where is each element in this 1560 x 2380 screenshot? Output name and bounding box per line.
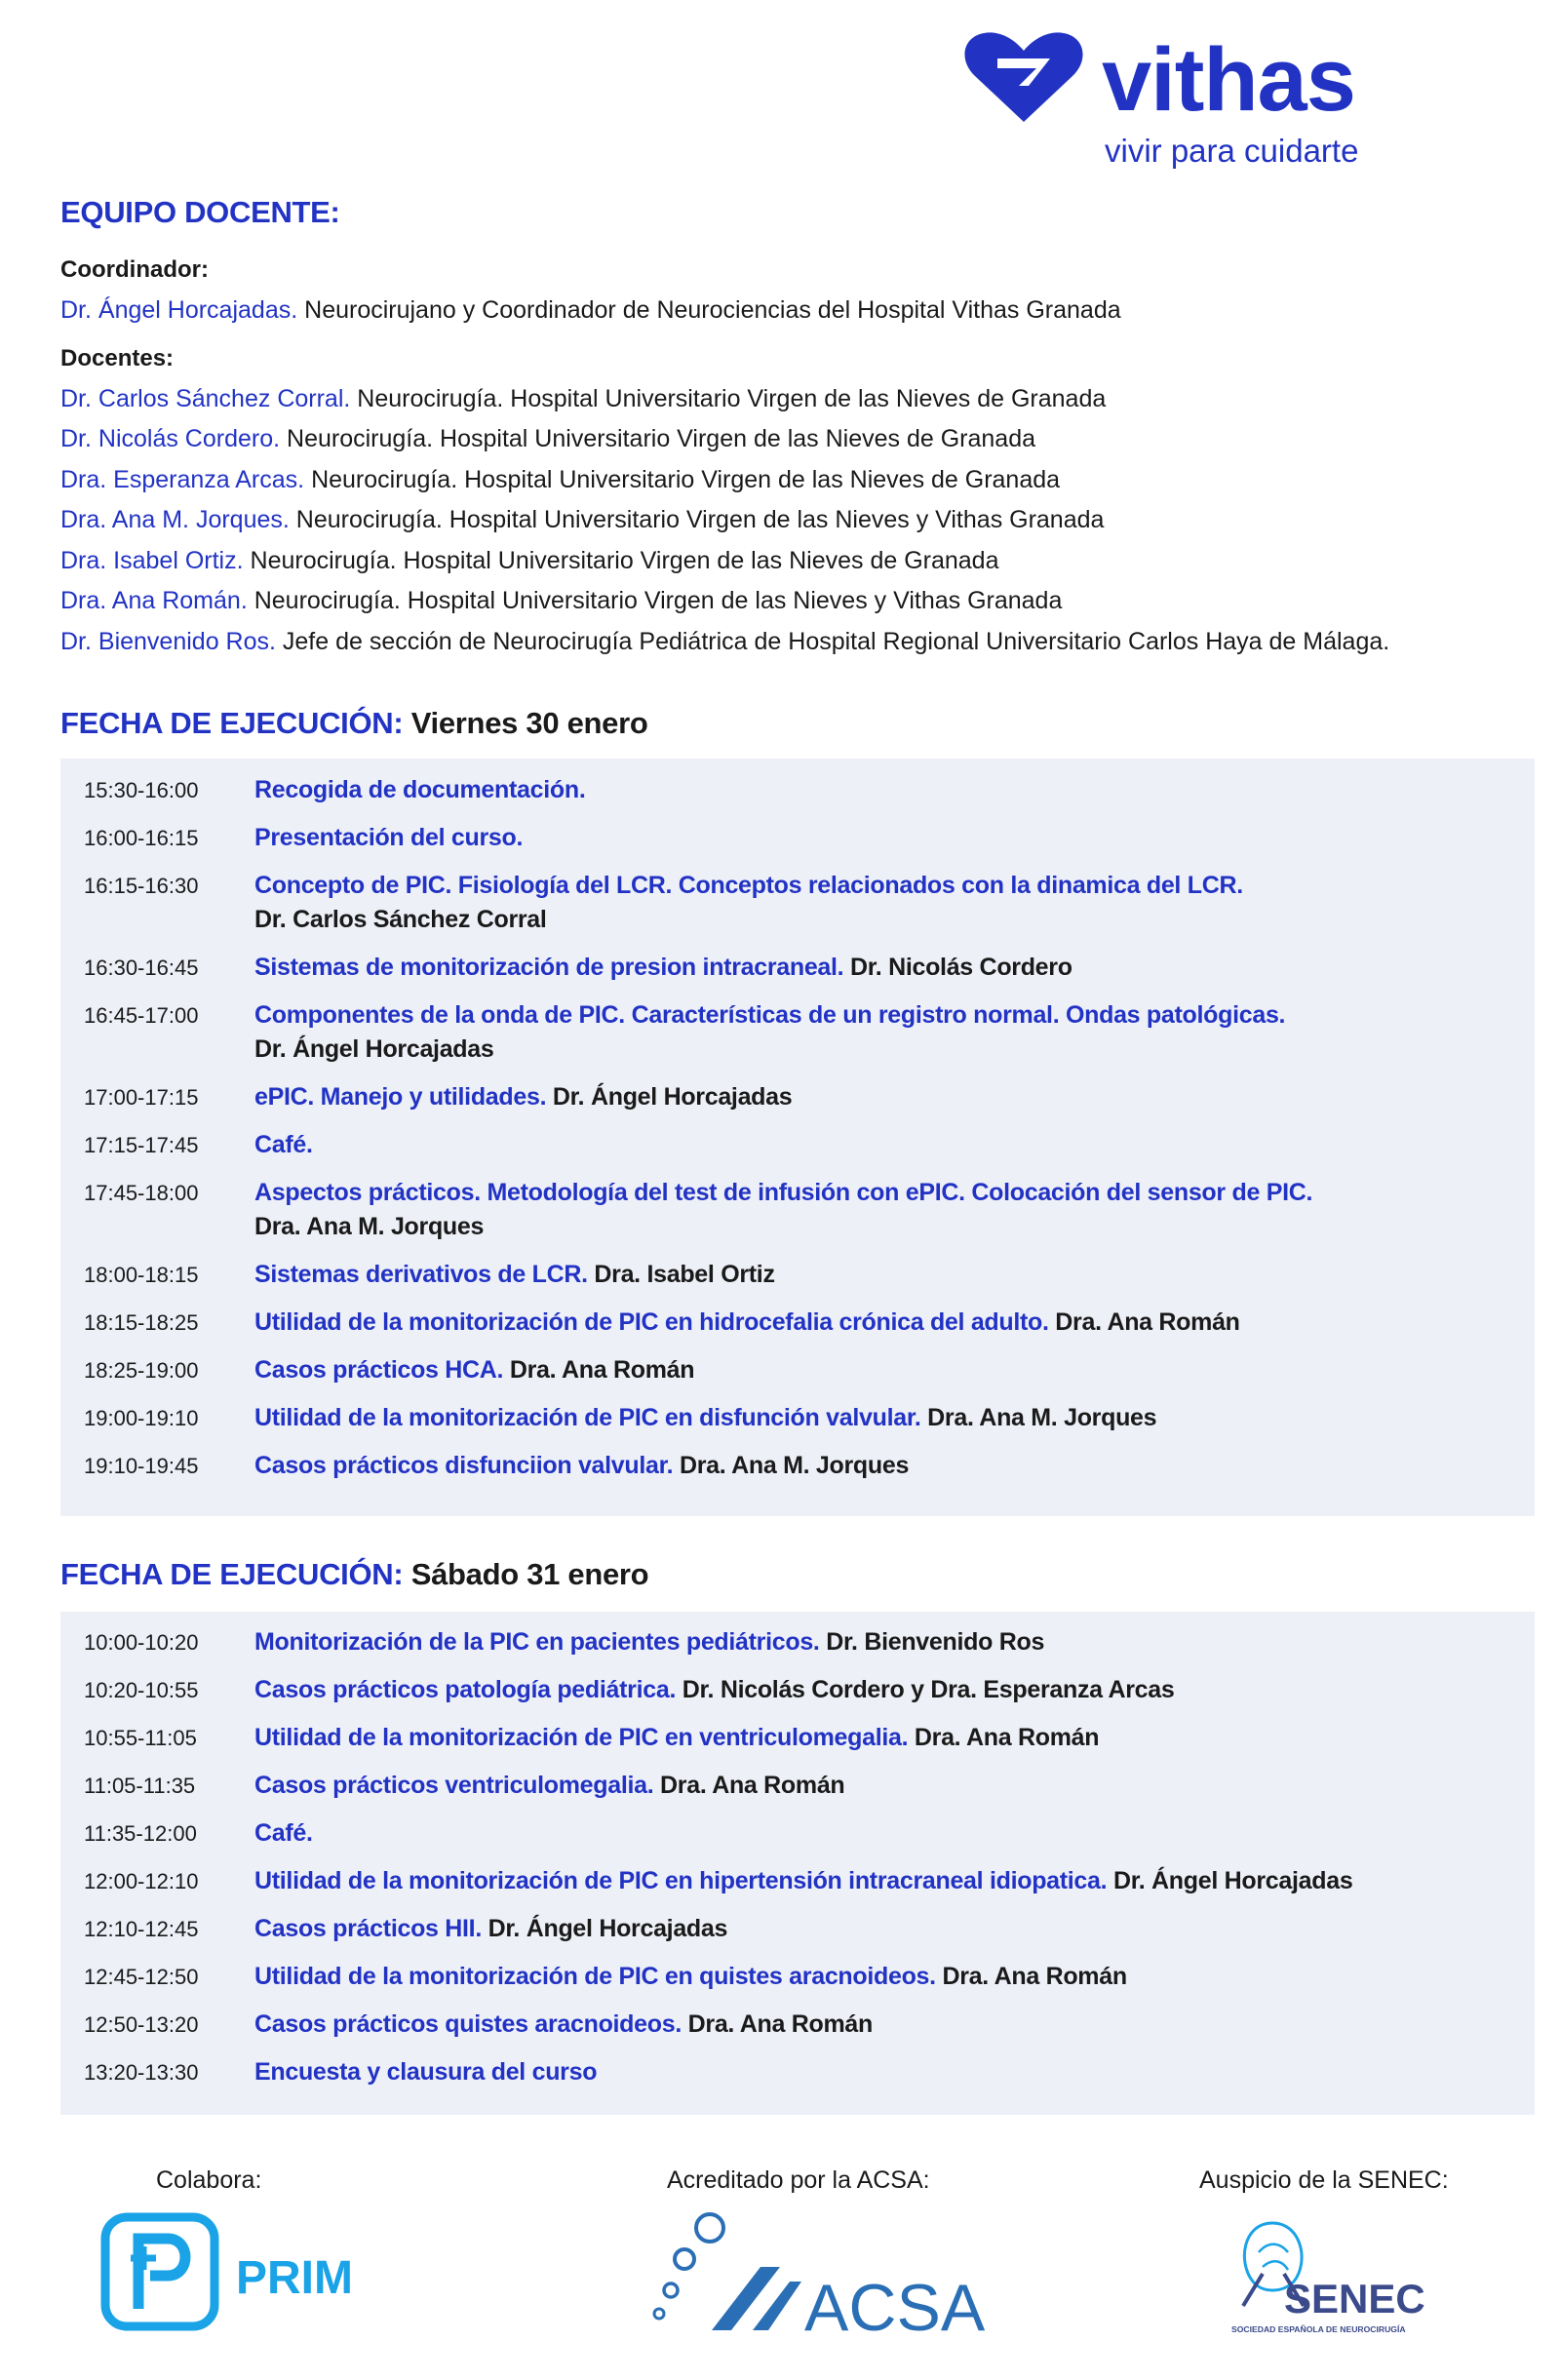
schedule-session	[254, 1816, 313, 1851]
person-role: Neurocirugía. Hospital Universitario Virgen de las Nieves de Granada	[350, 384, 1107, 412]
schedule-session	[254, 951, 1072, 985]
session-speaker: Dr. Nicolás Cordero y Dra. Esperanza Arcas	[676, 1676, 1175, 1703]
teachers-label: Docentes:	[60, 345, 175, 371]
session-title: Utilidad de la monitorización de PIC en hipertensión intracraneal idiopatica.	[254, 1867, 1108, 1894]
schedule-time: 12:50-13:20	[84, 2012, 199, 2037]
schedule-session	[254, 1176, 1312, 1244]
session-speaker: Dra. Ana Román	[681, 2010, 873, 2038]
person-role: Neurocirugía. Hospital Universitario Virgen de las Nieves de Granada	[243, 546, 999, 574]
person-role: Neurocirugía. Hospital Universitario Virgen de las Nieves y Vithas Granada	[289, 506, 1105, 533]
schedule-session	[254, 1353, 694, 1387]
brand-name: vithas	[1102, 30, 1355, 130]
person-name: Dr. Bienvenido Ros.	[60, 627, 276, 655]
schedule-session	[254, 773, 585, 807]
senec-logo	[1224, 2213, 1438, 2345]
schedule-row	[60, 1449, 1535, 1483]
schedule-time: 17:15-17:45	[84, 1133, 199, 1157]
session-title: Casos prácticos ventriculomegalia.	[254, 1772, 654, 1799]
session-title: Sistemas de monitorización de presion intracraneal.	[254, 954, 844, 981]
session-title: Café.	[254, 1131, 313, 1158]
session-speaker: Dr. Ángel Horcajadas	[1107, 1867, 1353, 1894]
prim-text: PRIM	[236, 2252, 353, 2304]
schedule-session	[254, 1625, 1044, 1659]
schedule-session	[254, 869, 1243, 937]
session-speaker: Dr. Carlos Sánchez Corral	[254, 906, 547, 933]
schedule-session	[254, 1128, 313, 1162]
schedule-row	[60, 1625, 1535, 1659]
session-speaker: Dra. Ana Román	[1048, 1308, 1240, 1336]
schedule-row	[60, 1960, 1535, 1994]
schedule-time: 17:45-18:00	[84, 1181, 199, 1205]
person-name: Dra. Esperanza Arcas.	[60, 465, 305, 493]
schedule-time: 17:00-17:15	[84, 1085, 199, 1110]
teacher-row	[60, 460, 1523, 501]
schedule-row	[60, 1080, 1535, 1114]
senec-text: SENEC	[1284, 2276, 1425, 2321]
schedule-time: 11:35-12:00	[84, 1821, 197, 1846]
schedule-time: 16:30-16:45	[84, 956, 199, 980]
session-title: Aspectos prácticos. Metodología del test de infusión con ePIC. Colocación del sensor de PIC.	[254, 1179, 1313, 1206]
schedule-time: 10:20-10:55	[84, 1678, 199, 1702]
session-speaker: Dra. Ana Román	[935, 1963, 1127, 1990]
teacher-row	[60, 500, 1523, 541]
session-title: Presentación del curso.	[254, 824, 524, 851]
session-title: Utilidad de la monitorización de PIC en disfunción valvular.	[254, 1404, 921, 1431]
schedule-session	[254, 1864, 1352, 1898]
schedule-row	[60, 1176, 1535, 1244]
person-role: Jefe de sección de Neurocirugía Pediátrica de Hospital Regional Universitario Carlos Haya de Málaga.	[275, 627, 1390, 655]
teacher-row	[60, 622, 1523, 663]
person-name: Dra. Isabel Ortiz.	[60, 546, 244, 574]
senec-subtitle: SOCIEDAD ESPAÑOLA DE NEUROCIRUGÍA	[1231, 2324, 1406, 2334]
schedule-row	[60, 2008, 1535, 2042]
session-speaker: Dr. Nicolás Cordero	[843, 954, 1072, 981]
vithas-logo	[960, 29, 1448, 176]
session-speaker: Dra. Ana Román	[908, 1724, 1100, 1751]
teacher-row	[60, 581, 1523, 622]
schedule-row	[60, 1769, 1535, 1803]
session-title: Casos prácticos quistes aracnoideos.	[254, 2010, 682, 2038]
person-name: Dr. Nicolás Cordero.	[60, 425, 281, 452]
session-title: ePIC. Manejo y utilidades.	[254, 1083, 547, 1111]
schedule-time: 10:55-11:05	[84, 1726, 197, 1750]
schedule-row	[60, 1353, 1535, 1387]
session-title: Monitorización de la PIC en pacientes pediátricos.	[254, 1628, 820, 1656]
day1-date: Viernes 30 enero	[403, 706, 648, 740]
schedule-time: 12:10-12:45	[84, 1917, 199, 1941]
person-role: Neurocirugía. Hospital Universitario Virgen de las Nieves y Vithas Granada	[247, 587, 1063, 614]
schedule-session	[254, 1912, 727, 1946]
person-name: Dra. Ana Román.	[60, 587, 248, 614]
schedule-row	[60, 998, 1535, 1067]
session-speaker: Dr. Bienvenido Ros	[819, 1628, 1045, 1656]
schedule-session	[254, 1673, 1175, 1707]
schedule-time: 19:10-19:45	[84, 1454, 199, 1478]
session-title: Casos prácticos disfunciion valvular.	[254, 1452, 674, 1479]
schedule-row	[60, 869, 1535, 937]
sponsor-label: Auspicio de la SENEC:	[1199, 2166, 1449, 2194]
team-title: EQUIPO DOCENTE:	[60, 195, 340, 229]
heart-icon	[960, 29, 1087, 127]
schedule-row	[60, 1401, 1535, 1435]
schedule-row	[60, 1258, 1535, 1292]
session-title: Casos prácticos patología pediátrica.	[254, 1676, 677, 1703]
teacher-row	[60, 541, 1523, 582]
person-name: Dr. Ángel Horcajadas.	[60, 295, 298, 324]
teacher-row	[60, 379, 1523, 420]
schedule-row	[60, 1912, 1535, 1946]
schedule-row	[60, 1673, 1535, 1707]
schedule-row	[60, 951, 1535, 985]
schedule-time: 12:45-12:50	[84, 1965, 199, 1989]
session-title: Casos prácticos HII.	[254, 1915, 482, 1942]
person-name: Dr. Carlos Sánchez Corral.	[60, 384, 351, 412]
session-title: Concepto de PIC. Fisiología del LCR. Conceptos relacionados con la dinamica del LCR.	[254, 872, 1243, 899]
schedule-session	[254, 1769, 844, 1803]
schedule-session	[254, 2055, 597, 2089]
schedule-row	[60, 821, 1535, 855]
schedule-time: 12:00-12:10	[84, 1869, 199, 1893]
team-list	[60, 250, 1523, 662]
day2-schedule	[60, 1612, 1535, 2115]
day2-date: Sábado 31 enero	[403, 1557, 649, 1591]
schedule-time: 13:20-13:30	[84, 2060, 199, 2085]
schedule-time: 16:00-16:15	[84, 826, 199, 850]
schedule-row	[60, 1816, 1535, 1851]
session-speaker: Dr. Ángel Horcajadas	[546, 1083, 793, 1111]
schedule-row	[60, 1864, 1535, 1898]
schedule-session	[254, 1306, 1240, 1340]
schedule-session	[254, 1449, 909, 1483]
schedule-time: 16:15-16:30	[84, 874, 199, 898]
session-title: Utilidad de la monitorización de PIC en ventriculomegalia.	[254, 1724, 909, 1751]
coordinator-row	[60, 291, 1523, 332]
session-speaker: Dra. Ana M. Jorques	[673, 1452, 910, 1479]
person-role: Neurocirugía. Hospital Universitario Virgen de las Nieves de Granada	[304, 465, 1061, 493]
brand-tagline: vivir para cuidarte	[1105, 133, 1359, 169]
person-role: Neurocirujano y Coordinador de Neurociencias del Hospital Vithas Granada	[297, 295, 1121, 324]
schedule-time: 19:00-19:10	[84, 1406, 199, 1430]
teacher-row	[60, 419, 1523, 460]
session-title: Café.	[254, 1819, 313, 1847]
acsa-text: ACSA	[804, 2271, 986, 2345]
schedule-row	[60, 773, 1535, 807]
schedule-time: 16:45-17:00	[84, 1003, 199, 1028]
schedule-time: 18:25-19:00	[84, 1358, 199, 1383]
session-speaker: Dra. Ana M. Jorques	[920, 1404, 1157, 1431]
schedule-row	[60, 1721, 1535, 1755]
schedule-time: 18:15-18:25	[84, 1310, 199, 1335]
session-speaker: Dra. Ana M. Jorques	[254, 1213, 485, 1240]
schedule-session	[254, 1401, 1156, 1435]
schedule-session	[254, 821, 523, 855]
person-name: Dra. Ana M. Jorques.	[60, 506, 290, 533]
session-speaker: Dra. Ana Román	[503, 1356, 695, 1384]
schedule-session	[254, 998, 1285, 1067]
schedule-time: 15:30-16:00	[84, 778, 199, 802]
schedule-session	[254, 1080, 792, 1114]
session-title: Utilidad de la monitorización de PIC en hidrocefalia crónica del adulto.	[254, 1308, 1049, 1336]
day1-title: FECHA DE EJECUCIÓN: Viernes 30 enero	[60, 706, 648, 740]
acsa-logo	[644, 2208, 986, 2350]
session-title: Sistemas derivativos de LCR.	[254, 1261, 588, 1288]
session-title: Encuesta y clausura del curso	[254, 2058, 598, 2086]
session-speaker: Dra. Isabel Ortiz	[587, 1261, 775, 1288]
accredited-label: Acreditado por la ACSA:	[667, 2166, 930, 2194]
day2-title: FECHA DE EJECUCIÓN: Sábado 31 enero	[60, 1557, 649, 1591]
person-role: Neurocirugía. Hospital Universitario Virgen de las Nieves de Granada	[280, 425, 1036, 452]
schedule-session	[254, 1258, 775, 1292]
prim-logo	[101, 2213, 374, 2335]
day1-schedule	[60, 759, 1535, 1516]
session-title: Recogida de documentación.	[254, 776, 586, 803]
schedule-time: 10:00-10:20	[84, 1630, 199, 1655]
session-title: Componentes de la onda de PIC. Características de un registro normal. Ondas patológicas.	[254, 1001, 1286, 1029]
schedule-time: 18:00-18:15	[84, 1263, 199, 1287]
schedule-session	[254, 2008, 873, 2042]
schedule-row	[60, 1128, 1535, 1162]
schedule-session	[254, 1960, 1127, 1994]
collab-label: Colabora:	[156, 2166, 262, 2194]
session-title: Utilidad de la monitorización de PIC en quistes aracnoideos.	[254, 1963, 936, 1990]
coordinator-label: Coordinador:	[60, 256, 209, 283]
session-speaker: Dr. Ángel Horcajadas	[254, 1035, 494, 1063]
schedule-time: 11:05-11:35	[84, 1774, 196, 1798]
session-speaker: Dra. Ana Román	[653, 1772, 845, 1799]
session-speaker: Dr. Ángel Horcajadas	[481, 1915, 728, 1942]
session-title: Casos prácticos HCA.	[254, 1356, 504, 1384]
schedule-row	[60, 2055, 1535, 2089]
schedule-session	[254, 1721, 1099, 1755]
schedule-row	[60, 1306, 1535, 1340]
